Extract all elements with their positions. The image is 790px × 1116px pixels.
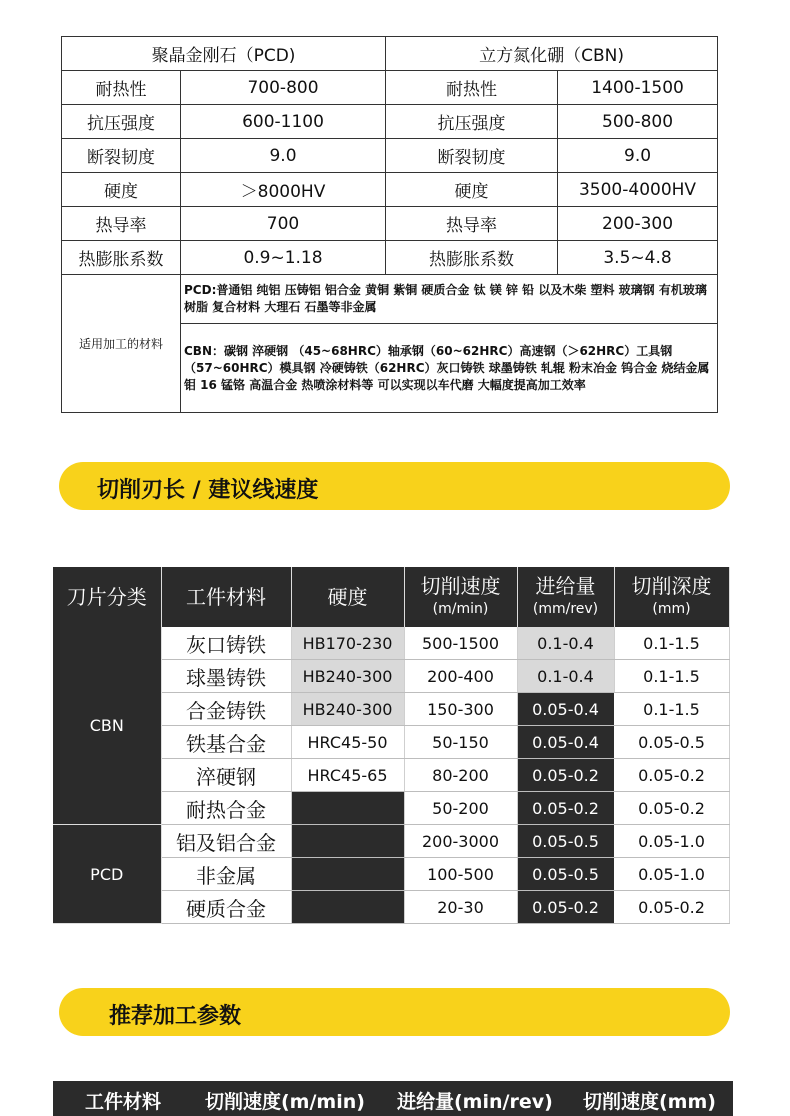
material-cell: 灰口铸铁 [161,627,291,660]
depth-cell: 0.05-0.5 [614,726,729,759]
cbn-value: 3.5~4.8 [558,241,718,275]
material-cell: 耐热合金 [161,792,291,825]
category-pcd: PCD [53,825,161,924]
material-cell: 淬硬钢 [161,759,291,792]
feed-cell: 0.1-0.4 [517,660,614,693]
prop-label: 热膨胀系数 [386,241,558,275]
prop-label: 热导率 [62,207,181,241]
header-feed: 进给量 (mm/rev) [517,567,614,627]
prop-label: 抗压强度 [386,105,558,139]
material-cell: 球墨铸铁 [161,660,291,693]
depth-cell: 0.05-1.0 [614,858,729,891]
speed-cell: 200-3000 [404,825,517,858]
feed-cell: 0.05-0.2 [517,759,614,792]
depth-cell: 0.05-0.2 [614,759,729,792]
section-title: 推荐加工参数 [109,1004,242,1029]
prop-label: 硬度 [62,173,181,207]
feed-cell: 0.05-0.4 [517,693,614,726]
prop-label: 断裂韧度 [386,139,558,173]
prop-label: 耐热性 [386,71,558,105]
feed-cell: 0.05-0.4 [517,726,614,759]
prop-label: 热膨胀系数 [62,241,181,275]
speed-cell: 500-1500 [404,627,517,660]
speed-cell: 100-500 [404,858,517,891]
hardness-cell [291,858,404,891]
speed-cell: 50-200 [404,792,517,825]
cbn-application-text: CBN：碳钢 淬硬钢 （45~68HRC）轴承钢（60~62HRC）高速钢（＞62HRC）工具钢（57~60HRC）模具钢 冷硬铸铁（62HRC）灰口铸铁 球墨铸铁 轧辊 粉末冶金 钨合金 烧结金属 钼 16 锰铬 高温合金 热喷涂材料等 可以实现以车代磨 大幅度提高加工效率 [181,324,718,413]
cbn-value: 200-300 [558,207,718,241]
header-depth: 切削深度 (mm) [614,567,729,627]
depth-cell: 0.05-0.2 [614,891,729,924]
hardness-cell: HRC45-50 [291,726,404,759]
table-row [53,627,729,660]
table-row [53,825,729,858]
pcd-title: 聚晶金刚石（PCD) [62,37,386,71]
depth-cell: 0.05-0.2 [614,792,729,825]
section-title-pill [59,988,730,1036]
speed-cell: 50-150 [404,726,517,759]
recommended-params-header [53,1081,733,1116]
feed-cell: 0.05-0.2 [517,792,614,825]
material-cell: 铁基合金 [161,726,291,759]
category-cbn: CBN [53,627,161,825]
feed-cell: 0.1-0.4 [517,627,614,660]
cbn-title: 立方氮化硼（CBN) [386,37,718,71]
header-speed: 切削速度 (m/min) [404,567,517,627]
depth-cell: 0.05-1.0 [614,825,729,858]
hardness-cell [291,792,404,825]
application-label: 适用加工的材料 [62,275,181,413]
hardness-cell: HB240-300 [291,693,404,726]
props-row [62,105,718,139]
cutting-header-row [53,567,729,627]
cutting-table [53,567,730,924]
material-cell: 硬质合金 [161,891,291,924]
hardness-cell [291,825,404,858]
pcd-value: 9.0 [181,139,386,173]
pcd-application-text: PCD:普通铝 纯铝 压铸铝 铝合金 黄铜 紫铜 硬质合金 钛 镁 锌 铅 以及木柴 塑料 玻璃钢 有机玻璃 树脂 复合材料 大理石 石墨等非金属 [181,275,718,324]
hardness-cell: HB170-230 [291,627,404,660]
feed-cell: 0.05-0.2 [517,891,614,924]
header-hardness: 硬度 [291,567,404,627]
feed-cell: 0.05-0.5 [517,858,614,891]
prop-label: 热导率 [386,207,558,241]
pcd-value: ＞8000HV [181,173,386,207]
props-row [62,207,718,241]
material-cell: 非金属 [161,858,291,891]
header-category: 刀片分类 [53,567,161,627]
application-row [62,275,718,324]
cbn-value: 1400-1500 [558,71,718,105]
feed-cell: 0.05-0.5 [517,825,614,858]
properties-table [61,36,718,413]
material-cell: 铝及铝合金 [161,825,291,858]
section-title: 切削刃长 / 建议线速度 [97,478,319,503]
props-row [62,241,718,275]
speed-cell: 80-200 [404,759,517,792]
header-cutting-speed: 切削速度(m/min) [205,1091,365,1113]
hardness-cell: HB240-300 [291,660,404,693]
pcd-value: 0.9~1.18 [181,241,386,275]
speed-cell: 150-300 [404,693,517,726]
header-feed-rate: 进给量(min/rev) [397,1091,553,1113]
pcd-value: 700-800 [181,71,386,105]
material-cell: 合金铸铁 [161,693,291,726]
speed-cell: 200-400 [404,660,517,693]
prop-label: 抗压强度 [62,105,181,139]
hardness-cell [291,891,404,924]
props-row [62,71,718,105]
header-cutting-depth: 切削速度(mm) [583,1091,716,1113]
prop-label: 耐热性 [62,71,181,105]
props-row [62,139,718,173]
pcd-value: 700 [181,207,386,241]
pcd-value: 600-1100 [181,105,386,139]
hardness-cell: HRC45-65 [291,759,404,792]
props-header-row [62,37,718,71]
cbn-value: 500-800 [558,105,718,139]
header-workpiece-material: 工件材料 [85,1091,162,1113]
header-material: 工件材料 [161,567,291,627]
cbn-value: 3500-4000HV [558,173,718,207]
depth-cell: 0.1-1.5 [614,627,729,660]
prop-label: 硬度 [386,173,558,207]
prop-label: 断裂韧度 [62,139,181,173]
depth-cell: 0.1-1.5 [614,660,729,693]
speed-cell: 20-30 [404,891,517,924]
section-title-pill [59,462,730,510]
depth-cell: 0.1-1.5 [614,693,729,726]
cbn-value: 9.0 [558,139,718,173]
props-row [62,173,718,207]
